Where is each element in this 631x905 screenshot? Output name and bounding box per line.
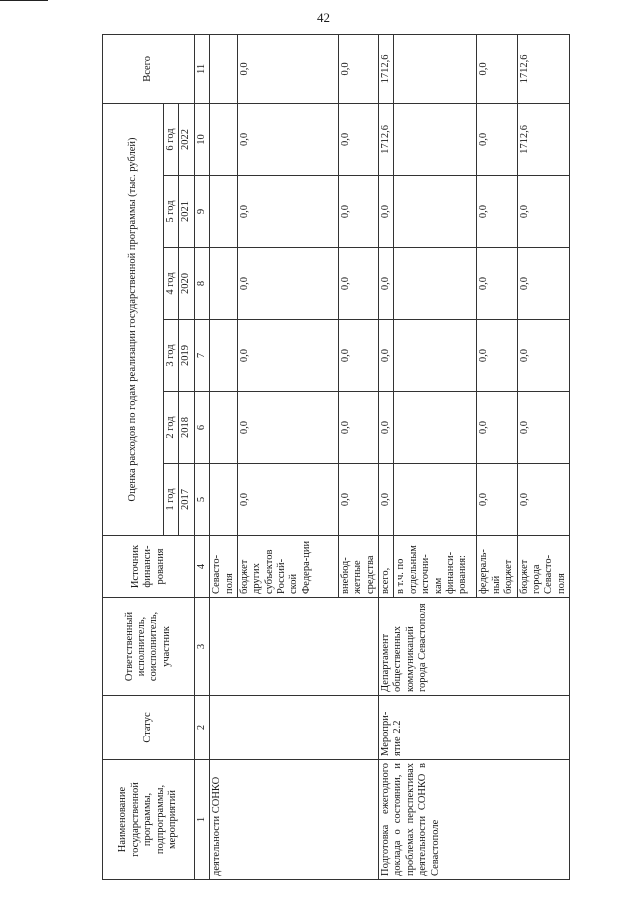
column-number: 7	[194, 320, 209, 392]
page-number: 42	[317, 10, 330, 25]
column-number: 3	[194, 598, 209, 696]
header-status: Статус	[103, 696, 195, 760]
value-cell: 0,0	[517, 464, 570, 536]
value-cell: 0,0	[237, 103, 338, 175]
year-label: 6 год	[164, 103, 179, 175]
value-cell	[210, 464, 238, 536]
source-label: бюджет других субъектов Россий-ской Федера-ции	[237, 536, 338, 598]
table-row	[379, 34, 394, 879]
year-value: 2019	[179, 320, 194, 392]
value-cell: 0,0	[338, 320, 378, 392]
year-value: 2021	[179, 176, 194, 248]
value-cell: 1712,6	[517, 34, 570, 103]
column-number: 6	[194, 392, 209, 464]
header-name: Наименование государственной программы, подпрограммы, мероприятий	[103, 760, 195, 880]
year-value: 2018	[179, 392, 194, 464]
value-cell: 1712,6	[517, 103, 570, 175]
value-cell: 0,0	[477, 392, 517, 464]
value-cell: 0,0	[379, 248, 394, 320]
row-executor	[210, 598, 379, 696]
header-total: Всего	[103, 34, 195, 103]
value-cell: 0,0	[477, 320, 517, 392]
column-number: 2	[194, 696, 209, 760]
value-cell: 0,0	[338, 392, 378, 464]
source-label: федераль-ный бюджет	[477, 536, 517, 598]
column-number: 11	[194, 34, 209, 103]
value-cell	[394, 34, 477, 103]
value-cell: 0,0	[237, 248, 338, 320]
source-label: в т.ч. по отдельным источни-кам финанси-рования:	[394, 536, 477, 598]
header-source: Источник финанси-рования	[103, 536, 195, 598]
value-cell	[210, 248, 238, 320]
value-cell: 0,0	[338, 248, 378, 320]
row-executor: Департамент общественных коммуникаций города Севастополя	[379, 598, 570, 696]
column-number: 5	[194, 464, 209, 536]
row-status	[210, 696, 379, 760]
value-cell: 0,0	[477, 464, 517, 536]
year-label: 3 год	[164, 320, 179, 392]
value-cell: 0,0	[338, 464, 378, 536]
value-cell	[210, 34, 238, 103]
value-cell: 0,0	[237, 464, 338, 536]
value-cell: 1712,6	[379, 34, 394, 103]
value-cell: 0,0	[517, 176, 570, 248]
value-cell	[394, 248, 477, 320]
year-value: 2017	[179, 464, 194, 536]
value-cell	[210, 103, 238, 175]
value-cell: 0,0	[338, 176, 378, 248]
value-cell	[394, 103, 477, 175]
value-cell	[394, 464, 477, 536]
value-cell: 0,0	[379, 320, 394, 392]
top-rule	[0, 0, 48, 1]
value-cell	[210, 392, 238, 464]
header-estimate: Оценка расходов по годам реализации государственной программы (тыс. рублей)	[103, 103, 164, 535]
column-number: 8	[194, 248, 209, 320]
value-cell: 0,0	[338, 34, 378, 103]
value-cell: 0,0	[237, 392, 338, 464]
value-cell	[210, 176, 238, 248]
column-number: 1	[194, 760, 209, 880]
year-label: 4 год	[164, 248, 179, 320]
column-number-row	[194, 34, 209, 879]
value-cell: 0,0	[517, 320, 570, 392]
value-cell: 0,0	[237, 176, 338, 248]
value-cell: 0,0	[338, 103, 378, 175]
year-label: 5 год	[164, 176, 179, 248]
source-label: всего,	[379, 536, 394, 598]
value-cell: 0,0	[237, 320, 338, 392]
rotated-table-wrapper	[102, 35, 567, 880]
value-cell	[394, 320, 477, 392]
row-status: Меропри-ятие 2.2	[379, 696, 570, 760]
budget-table	[102, 34, 570, 880]
column-number: 9	[194, 176, 209, 248]
year-label: 2 год	[164, 392, 179, 464]
source-label: Севасто-поля	[210, 536, 238, 598]
year-value: 2020	[179, 248, 194, 320]
row-name: Подготовка ежегодного доклада о состоянии, и проблемах перспективах деятельности СОНКО в Севастополе	[379, 760, 570, 880]
value-cell: 0,0	[477, 103, 517, 175]
value-cell: 0,0	[237, 34, 338, 103]
row-name: деятельности СОНКО	[210, 760, 379, 880]
year-label: 1 год	[164, 464, 179, 536]
column-number: 4	[194, 536, 209, 598]
value-cell	[394, 392, 477, 464]
value-cell: 0,0	[477, 248, 517, 320]
column-number: 10	[194, 103, 209, 175]
value-cell: 0,0	[379, 392, 394, 464]
header-row-1	[103, 34, 164, 879]
value-cell: 0,0	[517, 392, 570, 464]
value-cell	[210, 320, 238, 392]
value-cell: 0,0	[517, 248, 570, 320]
source-label: бюджет города Севасто-поля	[517, 536, 570, 598]
value-cell: 0,0	[477, 34, 517, 103]
table-row	[210, 34, 238, 879]
value-cell: 0,0	[477, 176, 517, 248]
value-cell: 0,0	[379, 176, 394, 248]
value-cell: 1712,6	[379, 103, 394, 175]
source-label: внебюд-жетные средства	[338, 536, 378, 598]
value-cell: 0,0	[379, 464, 394, 536]
year-value: 2022	[179, 103, 194, 175]
value-cell	[394, 176, 477, 248]
header-executor: Ответственный исполнитель, соисполнитель, участник	[103, 598, 195, 696]
